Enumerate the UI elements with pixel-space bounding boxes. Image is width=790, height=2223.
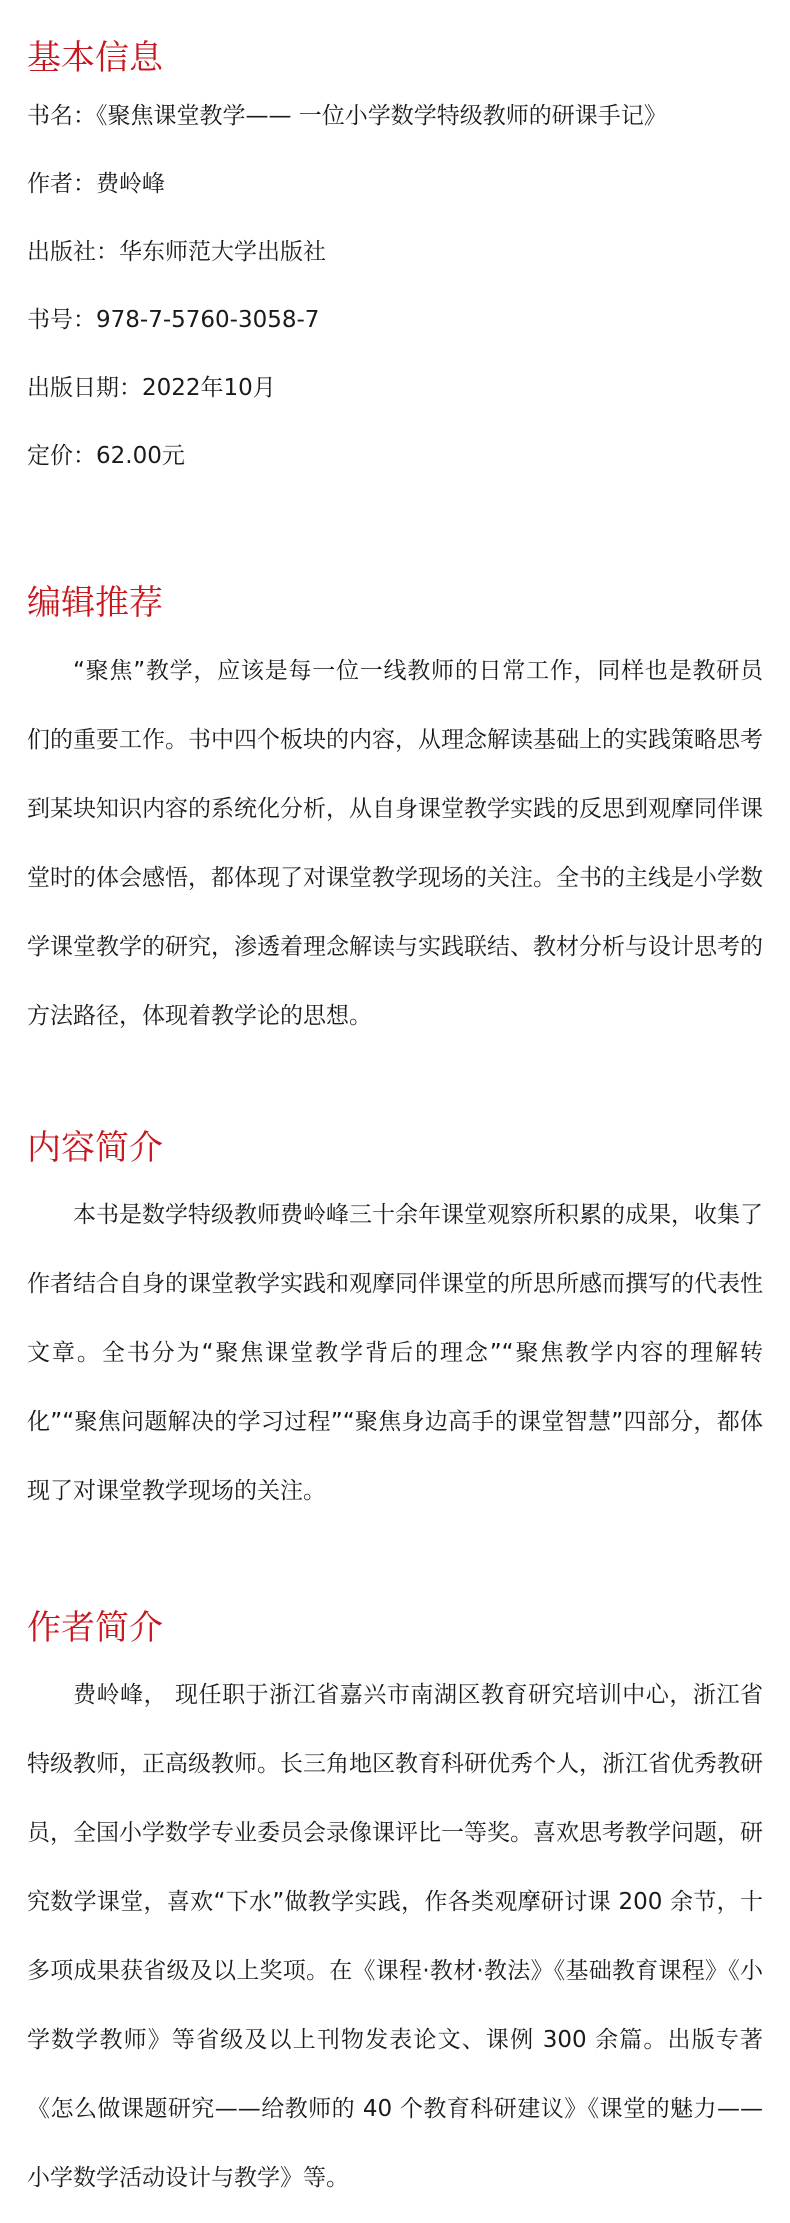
book-publisher: 出版社：华东师范大学出版社 xyxy=(27,239,326,265)
editor-recommendation-heading: 编辑推荐 xyxy=(27,583,163,623)
book-isbn: 书号：978-7-5760-3058-7 xyxy=(27,307,320,333)
basic-info-section xyxy=(27,0,763,472)
book-pub-date: 出版日期：2022年10月 xyxy=(27,375,276,401)
content-summary-section xyxy=(27,1128,763,1526)
book-author: 作者：费岭峰 xyxy=(27,171,165,197)
content-summary-heading: 内容简介 xyxy=(27,1128,163,1168)
content-summary-text: 本书是数学特级教师费岭峰三十余年课堂观察所积累的成果，收集了作者结合自身的课堂教学实践和观摩同伴课堂的所思所感而撰写的代表性文章。全书分为“聚焦课堂教学背后的理念”“聚焦教学内容的理解转化”“聚焦问题解决的学习过程”“聚焦身边高手的课堂智慧”四部分，都体现了对课堂教学现场的关注。 xyxy=(27,1202,763,1504)
author-intro-heading: 作者简介 xyxy=(27,1608,163,1648)
editor-recommendation-text: “聚焦”教学，应该是每一位一线教师的日常工作，同样也是教研员们的重要工作。书中四个板块的内容，从理念解读基础上的实践策略思考到某块知识内容的系统化分析，从自身课堂教学实践的反思到观摩同伴课堂时的体会感悟，都体现了对课堂教学现场的关注。全书的主线是小学数学课堂教学的研究，渗透着理念解读与实践联结、教材分析与设计思考的方法路径，体现着教学论的思想。 xyxy=(27,658,763,1029)
book-title: 书名：《聚焦课堂教学—— 一位小学数学特级教师的研课手记》 xyxy=(27,103,667,129)
author-intro-text: 费岭峰， 现任职于浙江省嘉兴市南湖区教育研究培训中心，浙江省特级教师，正高级教师。长三角地区教育科研优秀个人，浙江省优秀教研员，全国小学数学专业委员会录像课评比一等奖。喜欢思考教学问题，研究数学课堂，喜欢“下水”做教学实践，作各类观摩研讨课 200 余节，十多项成果获省级及以上奖项。在《课程·教材·教法》《基础教育课程》《小学数学教师》等省级及以上刊物发表论文、课例 300 余篇。出版专著《怎么做课题研究——给教师的 40 个教育科研建议》《课堂的魅力——小学数学活动设计与教学》等。 xyxy=(27,1682,763,2191)
author-intro-section xyxy=(27,1608,763,2213)
editor-recommendation-section xyxy=(27,583,763,1051)
book-price: 定价：62.00元 xyxy=(27,443,185,469)
basic-info-heading: 基本信息 xyxy=(27,38,163,78)
